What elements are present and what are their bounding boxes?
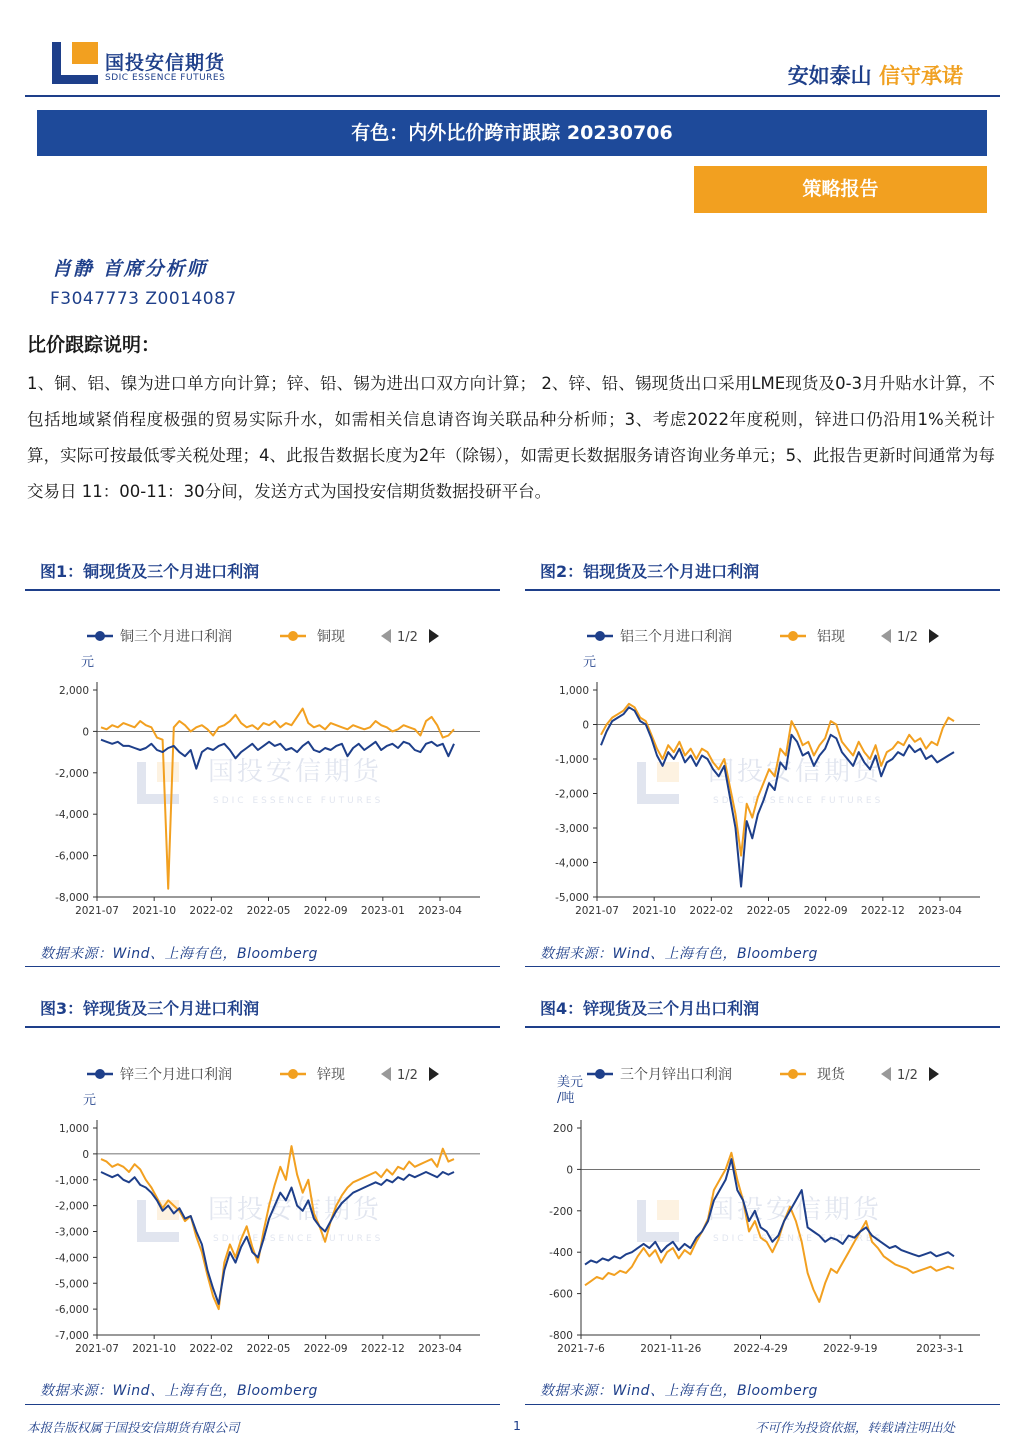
legend-page-indicator: 1/2 (897, 630, 918, 645)
x-tick-label: 2022-02 (189, 905, 234, 917)
x-tick-label: 2022-05 (746, 905, 791, 917)
watermark-mark-accent (657, 762, 679, 782)
author-certificates: F3047773 Z0014087 (50, 289, 237, 309)
watermark-text: 国投安信期货 (208, 757, 383, 787)
y-axis-unit: 元 (583, 655, 597, 670)
y-tick-label: 1,000 (558, 685, 589, 697)
notes-heading: 比价跟踪说明： (27, 334, 161, 356)
y-tick-label: -2,000 (55, 1200, 89, 1213)
y-tick-label: 1,000 (58, 1123, 89, 1135)
legend-next-icon (429, 629, 439, 643)
figure-1-rule (25, 589, 500, 591)
y-tick-label: 0 (566, 1164, 573, 1177)
x-tick-label: 2023-04 (918, 905, 962, 917)
legend-label-series1: 锌三个月进口利润 (120, 1067, 232, 1083)
x-tick-label: 2023-04 (418, 905, 462, 917)
figure-1-title: 图1：铜现货及三个月进口利润 (40, 562, 260, 581)
y-tick-label: -5,000 (55, 1278, 89, 1291)
y-tick-label: -5,000 (555, 892, 589, 904)
chart-copper-import (25, 610, 500, 930)
watermark-text-en: SDIC ESSENCE FUTURES (213, 1234, 384, 1244)
x-tick-label: 2022-9-19 (823, 1343, 878, 1355)
watermark-text-en: SDIC ESSENCE FUTURES (713, 1234, 884, 1244)
legend-label-series2: 锌现 (317, 1067, 345, 1083)
legend-marker-series2 (788, 1069, 798, 1079)
y-tick-label: -2,000 (555, 788, 589, 801)
legend-prev-icon (381, 629, 391, 643)
company-logo-english: SDIC ESSENCE FUTURES (105, 73, 226, 83)
legend-label-series2: 铜现 (317, 629, 345, 645)
x-tick-label: 2022-4-29 (733, 1343, 788, 1355)
chart-legend (587, 628, 939, 645)
author-name: 肖静 首席分析师 (52, 258, 208, 280)
legend-prev-icon (881, 629, 891, 643)
chart-legend (587, 1066, 939, 1083)
y-tick-label: 0 (82, 1148, 89, 1161)
legend-marker-series1 (595, 1069, 605, 1079)
y-tick-label: -8,000 (55, 892, 89, 904)
figure-4-source: 数据来源：Wind、上海有色，Bloomberg (540, 1383, 818, 1399)
y-tick-label: -600 (549, 1288, 573, 1301)
legend-marker-series2 (288, 631, 298, 641)
legend-label-series2: 铝现 (817, 629, 845, 645)
watermark-mark-accent (657, 1200, 679, 1220)
chart-aluminum-import (525, 610, 1000, 930)
x-tick-label: 2022-12 (360, 1343, 405, 1355)
x-tick-label: 2021-07 (575, 905, 619, 917)
legend-next-icon (929, 629, 939, 643)
x-tick-label: 2022-05 (246, 1343, 291, 1355)
x-tick-label: 2022-09 (303, 905, 348, 917)
watermark-text-en: SDIC ESSENCE FUTURES (713, 796, 884, 806)
y-tick-label: -6,000 (55, 1304, 89, 1317)
x-tick-label: 2021-07 (75, 905, 119, 917)
chart-zinc-import (25, 1048, 500, 1368)
figure-2-bottom-rule (525, 966, 1000, 967)
chart-zinc-export (525, 1048, 1000, 1368)
legend-page-indicator: 1/2 (897, 1068, 918, 1083)
watermark (637, 757, 883, 806)
y-tick-label: -7,000 (55, 1330, 89, 1342)
footer-page-number: 1 (513, 1418, 521, 1433)
legend-page-indicator: 1/2 (397, 1068, 418, 1083)
y-tick-label: 200 (552, 1123, 573, 1135)
legend-label-series1: 三个月锌出口利润 (620, 1067, 732, 1083)
x-tick-label: 2021-7-6 (557, 1343, 605, 1355)
x-tick-label: 2022-02 (189, 1343, 234, 1355)
y-tick-label: -2,000 (55, 767, 89, 780)
watermark-text: 国投安信期货 (708, 757, 883, 787)
y-axis-unit: 美元 (557, 1075, 584, 1090)
watermark (137, 1195, 383, 1244)
footer-copyright: 本报告版权属于国投安信期货有限公司 (27, 1420, 240, 1435)
y-tick-label: -4,000 (55, 1252, 89, 1265)
figure-2-rule (525, 589, 1000, 591)
legend-marker-series2 (788, 631, 798, 641)
figure-4-bottom-rule (525, 1404, 1000, 1405)
slogan-part1: 安如泰山 (787, 64, 872, 88)
legend-marker-series2 (288, 1069, 298, 1079)
y-tick-label: 2,000 (58, 685, 89, 697)
y-tick-label: 0 (582, 719, 589, 732)
legend-prev-icon (881, 1067, 891, 1081)
y-tick-label: -3,000 (55, 1226, 89, 1239)
figure-3-bottom-rule (25, 1404, 500, 1405)
y-axis-unit: /吨 (557, 1091, 575, 1106)
figure-1-source: 数据来源：Wind、上海有色，Bloomberg (40, 946, 318, 962)
y-axis-unit: 元 (81, 655, 95, 670)
y-axis-unit: 元 (83, 1093, 97, 1108)
legend-page-indicator: 1/2 (397, 630, 418, 645)
watermark (137, 757, 383, 806)
legend-marker-series1 (595, 631, 605, 641)
x-tick-label: 2023-04 (418, 1343, 462, 1355)
legend-label-series1: 铝三个月进口利润 (620, 629, 732, 645)
figure-2-title: 图2：铝现货及三个月进口利润 (540, 562, 760, 581)
figure-2-source: 数据来源：Wind、上海有色，Bloomberg (540, 946, 818, 962)
watermark-text: 国投安信期货 (708, 1195, 883, 1225)
figure-3-title: 图3：锌现货及三个月进口利润 (40, 999, 260, 1018)
x-tick-label: 2021-07 (75, 1343, 119, 1355)
chart-legend (87, 628, 439, 645)
company-logo-mark (52, 42, 98, 84)
header-divider (25, 95, 1000, 97)
y-tick-label: -3,000 (555, 823, 589, 835)
x-tick-label: 2022-12 (860, 905, 905, 917)
x-tick-label: 2021-10 (632, 905, 677, 917)
y-tick-label: -1,000 (555, 754, 589, 766)
x-tick-label: 2021-11-26 (640, 1343, 702, 1355)
notes-body: 1、铜、铝、镍为进口单方向计算；锌、铅、锡为进出口双方向计算； 2、锌、铅、锡现货出口采用LME现货及0-3月升贴水计算，不包括地域紧俏程度极强的贸易实际升水，如需相关信息请咨询关联品种分析师；3、考虑2022年度税则，锌进口仍沿用1%关税计算，实际可按最低零关税处理；4、此报告数据长度为2年（除锡），如需更长数据服务请咨询业务单元；5、此报告更新时间通常为每交易日 11：00-11：30分间，发送方式为国投安信期货数据投研平台。 (27, 374, 995, 501)
y-tick-label: 0 (82, 726, 89, 739)
watermark-text: 国投安信期货 (208, 1195, 383, 1225)
figure-4-rule (525, 1026, 1000, 1028)
watermark-text-en: SDIC ESSENCE FUTURES (213, 796, 384, 806)
chart-legend (87, 1066, 439, 1083)
x-tick-label: 2021-10 (132, 905, 177, 917)
legend-marker-series1 (95, 1069, 105, 1079)
report-title: 有色：内外比价跨市跟踪 20230706 (37, 110, 987, 156)
figure-1-bottom-rule (25, 966, 500, 967)
company-slogan (788, 60, 963, 90)
x-tick-label: 2023-01 (360, 905, 405, 917)
x-tick-label: 2021-10 (132, 1343, 177, 1355)
x-tick-label: 2022-09 (803, 905, 848, 917)
company-logo-name: 国投安信期货 (105, 52, 226, 74)
y-tick-label: -4,000 (555, 857, 589, 870)
figure-3-source: 数据来源：Wind、上海有色，Bloomberg (40, 1383, 318, 1399)
y-tick-label: -200 (549, 1205, 573, 1218)
x-tick-label: 2022-09 (303, 1343, 348, 1355)
figure-3-rule (25, 1026, 500, 1028)
y-tick-label: -4,000 (55, 809, 89, 822)
x-tick-label: 2022-02 (689, 905, 734, 917)
report-type-badge: 策略报告 (694, 166, 987, 213)
legend-next-icon (929, 1067, 939, 1081)
legend-label-series1: 铜三个月进口利润 (120, 629, 232, 645)
slogan-part2: 信守承诺 (879, 64, 963, 88)
legend-next-icon (429, 1067, 439, 1081)
x-tick-label: 2023-3-1 (916, 1343, 964, 1355)
y-tick-label: -6,000 (55, 850, 89, 863)
figure-4-title: 图4：锌现货及三个月出口利润 (540, 999, 760, 1018)
x-tick-label: 2022-05 (246, 905, 291, 917)
y-tick-label: -800 (549, 1330, 573, 1342)
legend-label-series2: 现货 (817, 1067, 845, 1083)
legend-marker-series1 (95, 631, 105, 641)
y-tick-label: -400 (549, 1247, 573, 1260)
footer-disclaimer: 不可作为投资依据，转载请注明出处 (755, 1420, 956, 1435)
watermark-mark-accent (157, 762, 179, 782)
y-tick-label: -1,000 (55, 1174, 89, 1187)
legend-prev-icon (381, 1067, 391, 1081)
